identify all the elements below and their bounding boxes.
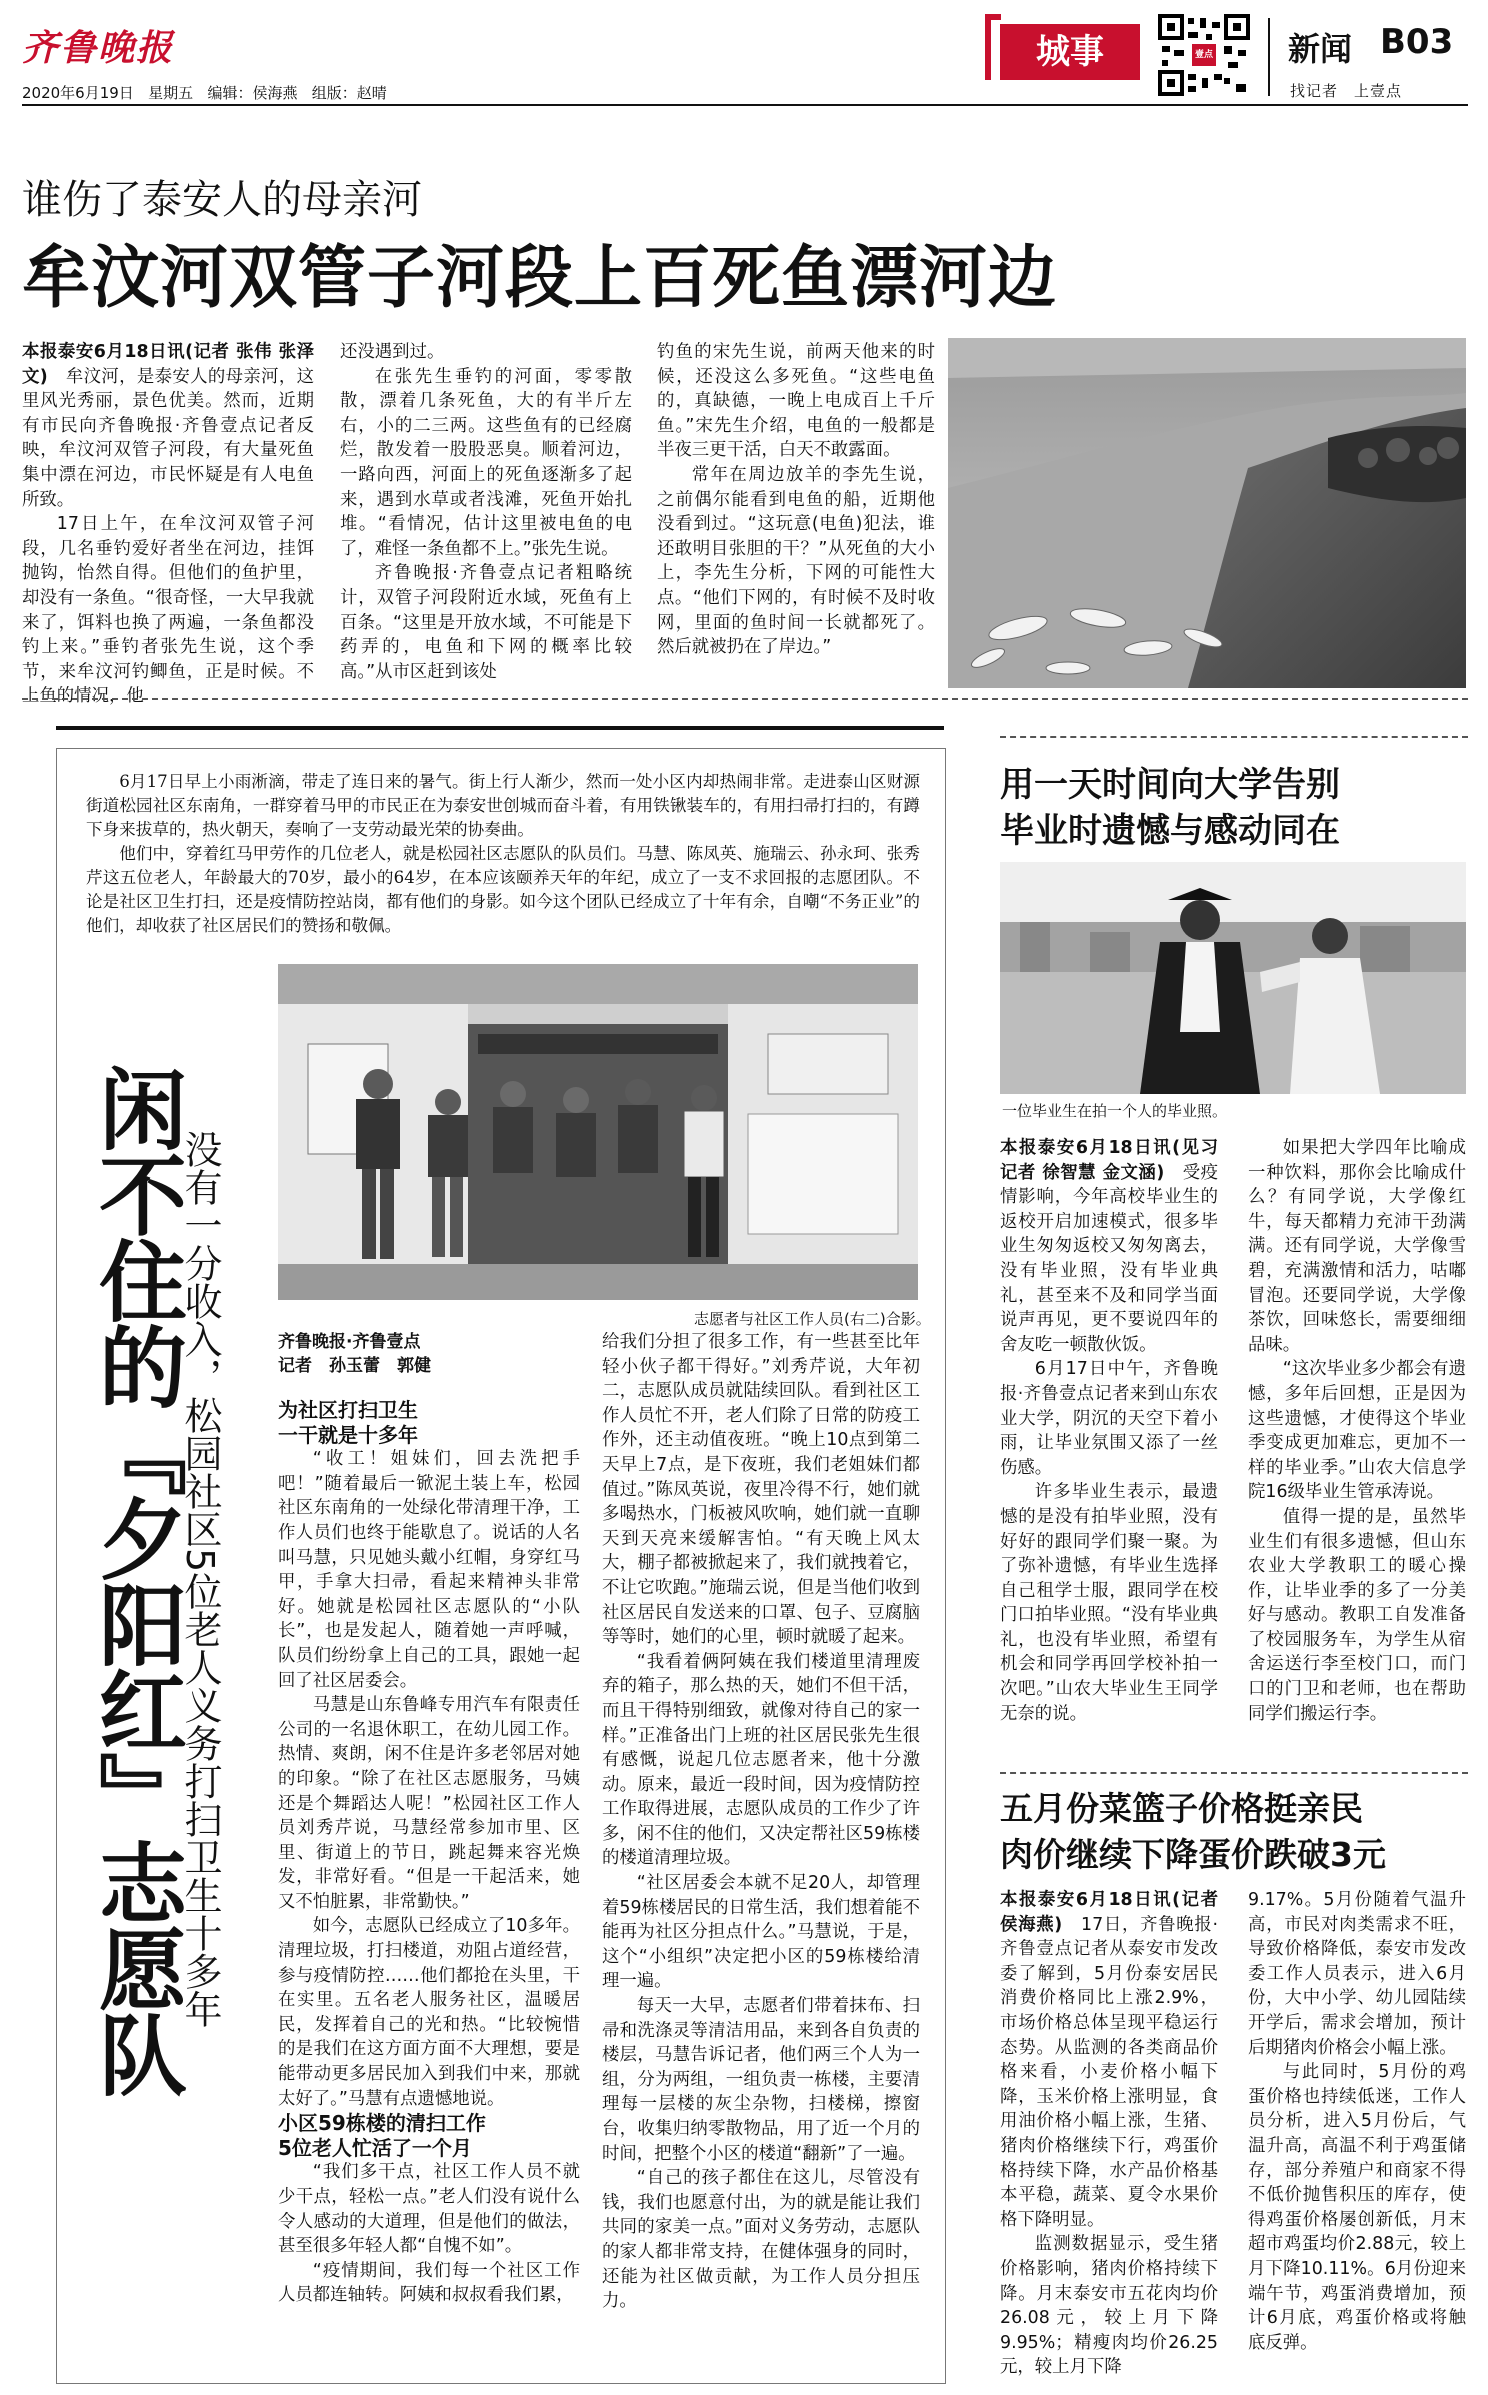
issue-date: 2020年6月19日 [22,84,134,102]
feature-column-a [278,1398,580,2382]
lead-byline: 本报泰安6月18日讯(记者 张伟 张泽文) [22,342,314,387]
grad-column-left [1000,1136,1218,1762]
veg-colL-p1: 17日，齐鲁晚报·齐鲁壹点记者从泰安市发改委了解到，5月份泰安居民消费价格同比上涨2.9%，市场价格总体呈现平稳运行态势。从监测的各类商品价格来看，小麦价格小幅下降，玉米价格上涨明显，食用油价格小幅上涨，生猪、猪肉价格继续下行，鸡蛋价格持续下降，水产品价格基本平稳，蔬菜、夏令水果价格下降明显。 [1000,1914,1218,2230]
feature-subtitle-vertical: 没有一分收入，松园社区5位老人义务打扫卫生十多年 [178,1130,222,2029]
masthead-divider [1268,18,1270,96]
masthead-rule [22,104,1468,106]
lead-kicker: 谁伤了泰安人的母亲河 [22,177,422,223]
feature-intro-p1: 6月17日早上小雨淅滴，带走了连日来的暑气。街上行人渐少，然而一处小区内却热闹非常。走进泰山区财源街道松园社区东南角，一群穿着马甲的市民正在为泰安世创城而奋斗着，有用铁锹装车的，有用扫帚打扫的，有蹲下身来拔草的，热火朝天，奏响了一支劳动最光荣的协奏曲。 [86,772,920,839]
grad-colR-p1: 如果把大学四年比喻成一种饮料，那你会比喻成什么？有同学说，大学像红牛，每天都精力充沛干劲满满。还有同学说，大学像雪碧，充满激情和活力，咕嘟冒泡。还要同学说，大学像茶饮，回味悠长，需要细细品味。 [1248,1138,1466,1355]
feature-title-vertical: 闲不住的『夕阳红』志愿队 [85,1064,188,2096]
feature-intro [86,770,920,960]
lead-column-3 [657,340,935,690]
lead-bottom-rule [22,698,1468,700]
section-tag: 城事 [1000,24,1140,80]
grad-colL-p3: 许多毕业生表示，最遗憾的是没有拍毕业照，没有好好的跟同学们聚一聚。为了弥补遗憾，有毕业生选择自己租学士服，跟同学在校门口拍毕业照。“没有毕业典礼，也没有毕业照，希望有机会和同学再回学校补拍一次吧。”山农大毕业生王同学无奈的说。 [1000,1482,1218,1724]
veg-colR-p1: 9.17%。5月份随着气温升高，市民对肉类需求不旺，导致价格降低，泰安市发改委工作人员表示，进入6月份，大中小学、幼儿园陆续开学后，需求会增加，预计后期猪肉价格会小幅上涨。 [1248,1890,1466,2058]
lead-col2-p3: 齐鲁晚报·齐鲁壹点记者粗略统计，双管子河段附近水域，死鱼有上百条。“这里是开放水域，不可能是下药弄的，电鱼和下网的概率比较高。”从市区赶到该处 [340,563,632,682]
veg-headline-l2: 肉价继续下降蛋价跌破3元 [1000,1835,1386,1874]
feature-column-b [602,1330,920,2380]
lead-col2-p2: 在张先生垂钓的河面，零零散散，漂着几条死鱼，大的有半斤左右，小的二三两。这些鱼有的已经腐烂，散发着一股股恶臭。顺着河边，一路向西，河面上的死鱼逐渐多了起来，遇到水草或者浅滩，死鱼开始扎堆。“看情况，估计这里被电鱼的电了，难怪一条鱼都不上。”张先生说。 [340,366,632,559]
veg-headline-l1: 五月份菜篮子价格挺亲民 [1000,1789,1363,1828]
grad-byline: 本报泰安6月18日讯(见习记者 徐智慧 金文涵) [1000,1138,1218,1183]
editor-credit: 编辑：侯海燕 [207,84,298,102]
graduation-photo [1000,862,1466,1094]
masthead-logo: 齐鲁晚报 [22,27,175,69]
lead-col1-p2: 17日上午，在牟汶河双管子河段，几名垂钓爱好者坐在河边，挂饵抛钩，怡然自得。但他们的鱼护里，却没有一条鱼。“很奇怪，一大早我就来了，饵料也换了两遍，一条鱼都没钓上来。”垂钓者张先生说，这个季节，来牟汶河钓鲫鱼，正是时候。不上鱼的情况，他 [22,514,314,707]
feature-colB-p2: “我看着俩阿姨在我们楼道里清理废弃的箱子，那么热的天，她们不但干活，而且干得特别细致，就像对待自己的家一样。”正准备出门上班的社区居民张先生很有感慨，说起几位志愿者来，他十分激动。原来，最近一段时间，因为疫情防控工作取得进展，志愿队成员的工作少了许多，闲不住的他们，又决定帮社区59栋楼的楼道清理垃圾。 [602,1651,920,1869]
feature-colA-p1: “收工！姐妹们，回去洗把手吧！”随着最后一锨泥土装上车，松园社区东南角的一处绿化带清理干净，工作人员们也终于能歇息了。说话的人名叫马慧，只见她头戴小红帽，身穿红马甲，手拿大扫帚，看起来精神头非常好。她就是松园社区志愿队的“小队长”，也是发起人，随着她一声呼喊，队员们纷纷拿上自己的工具，跟她一起回了社区居委会。 [278,1449,580,1691]
feature-subhead-2a: 小区59栋楼的清扫工作 [278,2111,486,2136]
veg-byline: 本报泰安6月18日讯(记者 侯海燕) [1000,1890,1218,1935]
grad-colR-p2: “这次毕业多少都会有遗憾，多年后回想，正是因为这些遗憾，才使得这个毕业季变成更加难忘，更加不一样的毕业季。”山农大信息学院16级毕业生管承涛说。 [1248,1359,1466,1503]
feature-subhead-1b: 一干就是十多年 [278,1422,418,1447]
feature-intro-p2: 他们中，穿着红马甲劳作的几位老人，就是松园社区志愿队的队员们。马慧、陈凤英、施瑞云、孙永珂、张秀芹这五位老人，年龄最大的70岁，最小的64岁，在本应该颐养天年的年纪，成立了一支不求回报的志愿团队。不论是社区卫生打扫，还是疫情防控站岗，都有他们的身影。如今这个团队已经成立了十年有余，自嘲“不务正业”的他们，却收获了社区居民们的赞扬和敬佩。 [86,844,920,935]
veg-column-left [1000,1888,1218,2382]
volunteers-group-photo [278,964,918,1300]
veg-headline [1000,1786,1386,1878]
grad-colL-p1: 受疫情影响，今年高校毕业生的返校开启加速模式，很多毕业生匆匆返校又匆匆离去，没有毕业照，没有毕业典礼，甚至来不及和同学当面说声再见，更不要说四年的舍友吃一顿散伙饭。 [1000,1162,1218,1355]
grad-headline-l1: 用一天时间向大学告别 [1000,765,1340,805]
lead-col3-p1: 钓鱼的宋先生说，前两天他来的时候，还没这么多死鱼。“这些电鱼的，真缺德，一晚上电成百上千斤鱼。”宋先生介绍，电鱼的一般都是半夜三更干活，白天不敢露面。 [657,342,935,461]
grad-column-right [1248,1136,1466,1762]
lead-column-2 [340,340,632,690]
qr-code-icon [1158,14,1250,96]
feature-colB-p3: “社区居委会本就不足20人，却管理着59栋楼居民的日常生活，我们想着能不能再为社区分担点什么。”马慧说，于是，这个“小组织”决定把小区的59栋楼给清理一遍。 [602,1873,920,1992]
feature-byline-outlet: 齐鲁晚报·齐鲁壹点 [278,1332,421,1352]
grad-headline [1000,762,1340,854]
grad-top-rule [1000,736,1468,738]
issue-weekday: 星期五 [148,84,194,102]
veg-colR-p2: 与此同时，5月份的鸡蛋价格也持续低迷，工作人员分析，进入5月份后，气温升高，高温不利于鸡蛋储存，部分养殖户和商家不得不低价抛售积压的库存，使得鸡蛋价格屡创新低，月末超市鸡蛋均价2.88元，较上月下降10.11%。6月份迎来端午节，鸡蛋消费增加，预计6月底，鸡蛋价格或将触底反弹。 [1248,2062,1466,2353]
feature-frame-corner [56,726,944,752]
graduation-photo-caption: 一位毕业生在拍一个人的毕业照。 [1002,1102,1228,1120]
feature-subhead-2b: 5位老人忙活了一个月 [278,2135,472,2160]
feature-colB-p5: “自己的孩子都住在这儿，尽管没有钱，我们也愿意付出，为的就是能让我们共同的家美一点。”面对义务劳动，志愿队的家人都非常支持，在健体强身的同时，还能为社区做贡献，为工作人员分担压力。 [602,2168,920,2312]
lead-col2-p1: 还没遇到过。 [340,342,445,362]
lead-col3-p2: 常年在周边放羊的李先生说，之前偶尔能看到电鱼的船，近期他没看到过。“这玩意(电鱼)犯法，谁还敢明目张胆的干？”从死鱼的大小上，李先生分析，下网的可能性大点。“他们下网的，有时候不及时收网，里面的鱼时间一长就都死了。然后就被扔在了岸边。” [657,464,935,658]
section-name: 新闻 [1288,30,1353,68]
lead-column-1 [22,340,314,707]
masthead-dateline [22,82,387,103]
feature-colB-p4: 每天一大早，志愿者们带着抹布、扫帚和洗涤灵等清洁用品，来到各自负责的楼层，马慧告诉记者，他们两三个人为一组，分为两组，一组负责一栋楼，主要清理每一层楼的灰尘杂物，扫楼梯，擦窗台，收集归纳零散物品，用了近一个月的时间，把整个小区的楼道“翻新”了一遍。 [602,1996,920,2164]
feature-colA-p2: 马慧是山东鲁峰专用汽车有限责任公司的一名退休职工，在幼儿园工作。热情、爽朗，闲不住是许多老邻居对她的印象。“除了在社区志愿服务，马姨还是个舞蹈达人呢！”松园社区工作人员刘秀芹说，马慧经常参加市里、区里、街道上的节日，跳起舞来容光焕发，非常好看。“但是一干起活来，她又不怕脏累，非常勤快。” [278,1695,580,1912]
lead-headline: 牟汶河双管子河段上百死鱼漂河边 [22,239,1058,318]
volunteers-photo-caption: 志愿者与社区工作人员(右二)合影。 [694,1310,931,1328]
masthead-footer-line: 找记者 上壹点 [1290,82,1403,100]
grad-colL-p2: 6月17日中午，齐鲁晚报·齐鲁壹点记者来到山东农业大学，阴沉的天空下着小雨，让毕业氛围又添了一丝伤感。 [1000,1359,1218,1478]
grad-colR-p3: 值得一提的是，虽然毕业生们有很多遗憾，但山东农业大学教职工的暖心操作，让毕业季的多了一分美好与感动。教职工自发准备了校园服务车，为学生从宿舍运送行李至校门口，而门口的门卫和老师，也在帮助同学们搬运行李。 [1248,1506,1466,1724]
qr-center-label: 壹点 [1194,50,1213,60]
feature-colA-p4: “我们多干点，社区工作人员不就少干点，轻松一点。”老人们没有说什么令人感动的大道理，但是他们的做法，甚至很多年轻人都“自愧不如”。 [278,2162,580,2257]
feature-colA-p3: 如今，志愿队已经成立了10多年。清理垃圾，打扫楼道，劝阻占道经营，参与疫情防控……他们都抢在头里，干在实里。五名老人服务社区，温暖居民，发挥着自己的光和热。“比较惋惜的是我们在这方面方面不大理想，要是能带动更多居民加入到我们中来，那就太好了。”马慧有点遗憾地说。 [278,1916,580,2109]
feature-colA-p5: “疫情期间，我们每一个社区工作人员都连轴转。阿姨和叔叔看我们累， [278,2260,580,2306]
feature-byline [278,1330,431,1378]
layout-credit: 组版：赵晴 [311,84,387,102]
lead-col1-p1: 牟汶河，是泰安人的母亲河，这里风光秀丽，景色优美。然而，近期有市民向齐鲁晚报·齐鲁壹点记者反映，牟汶河双管子河段，有大量死鱼集中漂在河边，市民怀疑是有人电鱼所致。 [22,366,314,510]
grad-headline-l2: 毕业时遗憾与感动同在 [1000,811,1340,851]
veg-column-right [1248,1888,1466,2382]
dead-fish-river-photo [948,338,1466,688]
feature-byline-reporters: 记者 孙玉蕾 郭健 [278,1356,431,1376]
page-number: B03 [1380,22,1454,62]
feature-colB-p1: 给我们分担了很多工作，有一些甚至比年轻小伙子都干得好。”刘秀芹说，大年初二，志愿队成员就陆续回队。看到社区工作人员忙不开，老人们除了日常的防疫工作外，还主动值夜班。“晚上10点到第二天早上7点，是下夜班，我们老姐妹们都值过。”陈凤英说，夜里冷得不行，她们就多喝热水，门板被风吹响，她们就一直聊天到天亮来缓解害怕。“有天晚上风太大，棚子都被掀起来了，我们就拽着它，不让它吹跑。”施瑞云说，但是当他们收到社区居民自发送来的口罩、包子、豆腐脑等等时，她们的心里，顿时就暖了起来。 [602,1332,920,1648]
section-tag-bracket [985,14,1001,80]
veg-top-rule [1000,1772,1468,1774]
feature-subhead-1a: 为社区打扫卫生 [278,1398,418,1422]
veg-colL-p2: 监测数据显示，受生猪价格影响，猪肉价格持续下降。月末泰安市五花肉均价26.08元，较上月下降9.95%；精瘦肉均价26.25元，较上月下降 [1000,2234,1218,2378]
